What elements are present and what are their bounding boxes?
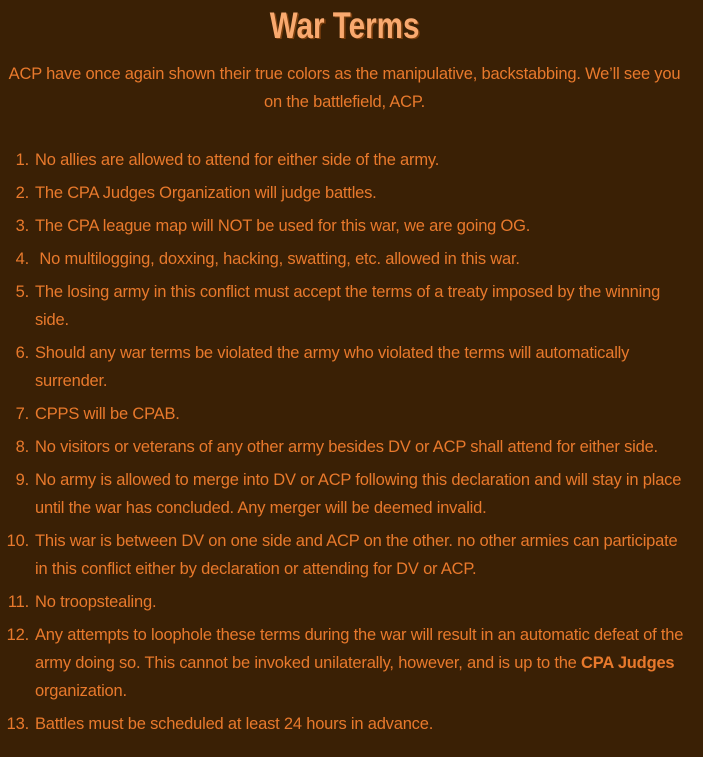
term-item <box>2 621 687 705</box>
term-text <box>35 278 687 334</box>
term-text <box>35 466 687 522</box>
term-item <box>2 527 687 583</box>
term-item <box>2 466 687 522</box>
term-text-segment: CPPS will be CPAB. <box>35 404 180 423</box>
term-item <box>2 146 687 174</box>
term-text-segment: organization. <box>35 653 679 700</box>
term-text <box>35 146 687 174</box>
term-text <box>35 621 687 705</box>
term-text <box>35 339 687 395</box>
term-text <box>35 400 687 428</box>
term-item <box>2 433 687 461</box>
page-title-row <box>2 5 687 48</box>
page-title: War Terms <box>269 5 420 46</box>
intro-paragraph: ACP have once again shown their true colors as the manipulative, backstabbing. We’ll see you on the battlefield, ACP. <box>8 64 681 111</box>
term-number: 7. <box>15 404 29 423</box>
term-text-segment: No army is allowed to merge into DV or ACP following this declaration and will stay in place until the war has concluded. Any merger will be deemed invalid. <box>35 470 686 517</box>
term-number: 6. <box>15 343 29 362</box>
term-text <box>35 245 687 273</box>
term-number: 12. <box>6 625 29 644</box>
term-text-segment: Battles must be scheduled at least 24 hours in advance. <box>35 714 434 733</box>
term-item <box>2 710 687 738</box>
term-text-segment: The CPA Judges Organization will judge battles. <box>35 183 377 202</box>
term-number: 9. <box>15 470 29 489</box>
term-text <box>35 433 687 461</box>
term-item <box>2 339 687 395</box>
term-text-segment: Any attempts to loophole these terms during the war will result in an automatic defeat of the army doing so. This cannot be invoked unilaterally, however, and is up to the <box>35 625 688 672</box>
term-number: 11. <box>7 592 29 611</box>
term-item <box>2 400 687 428</box>
term-text-segment: The CPA league map will NOT be used for this war, we are going OG. <box>35 216 531 235</box>
term-item <box>2 179 687 207</box>
term-item <box>2 245 687 273</box>
term-text-segment: No visitors or veterans of any other army besides DV or ACP shall attend for either side. <box>35 437 658 456</box>
term-text <box>35 212 687 240</box>
term-number: 5. <box>15 282 29 301</box>
term-text-segment: The losing army in this conflict must accept the terms of a treaty imposed by the winning side. <box>35 282 665 329</box>
term-text <box>35 179 687 207</box>
term-number: 4. <box>15 249 29 268</box>
term-item <box>2 588 687 616</box>
term-text-segment: Should any war terms be violated the army who violated the terms will automatically surrender. <box>35 343 634 390</box>
term-number: 13. <box>6 714 29 733</box>
term-number: 8. <box>15 437 29 456</box>
term-text <box>35 527 687 583</box>
term-number: 1. <box>15 150 29 169</box>
term-text <box>35 710 687 738</box>
term-text-segment: This war is between DV on one side and ACP on the other. no other armies can participate in this conflict either by declaration or attending for DV or ACP. <box>35 531 682 578</box>
term-text-segment: No allies are allowed to attend for either side of the army. <box>35 150 440 169</box>
term-text <box>35 588 687 616</box>
term-item <box>2 278 687 334</box>
term-number: 3. <box>15 216 29 235</box>
term-text-bold: CPA Judges <box>581 653 675 672</box>
term-number: 2. <box>15 183 29 202</box>
term-text-segment: No troopstealing. <box>35 592 157 611</box>
term-text-segment: No multilogging, doxxing, hacking, swatting, etc. allowed in this war. <box>35 249 520 268</box>
terms-list <box>2 146 687 738</box>
term-number: 10. <box>6 531 29 550</box>
term-item <box>2 212 687 240</box>
